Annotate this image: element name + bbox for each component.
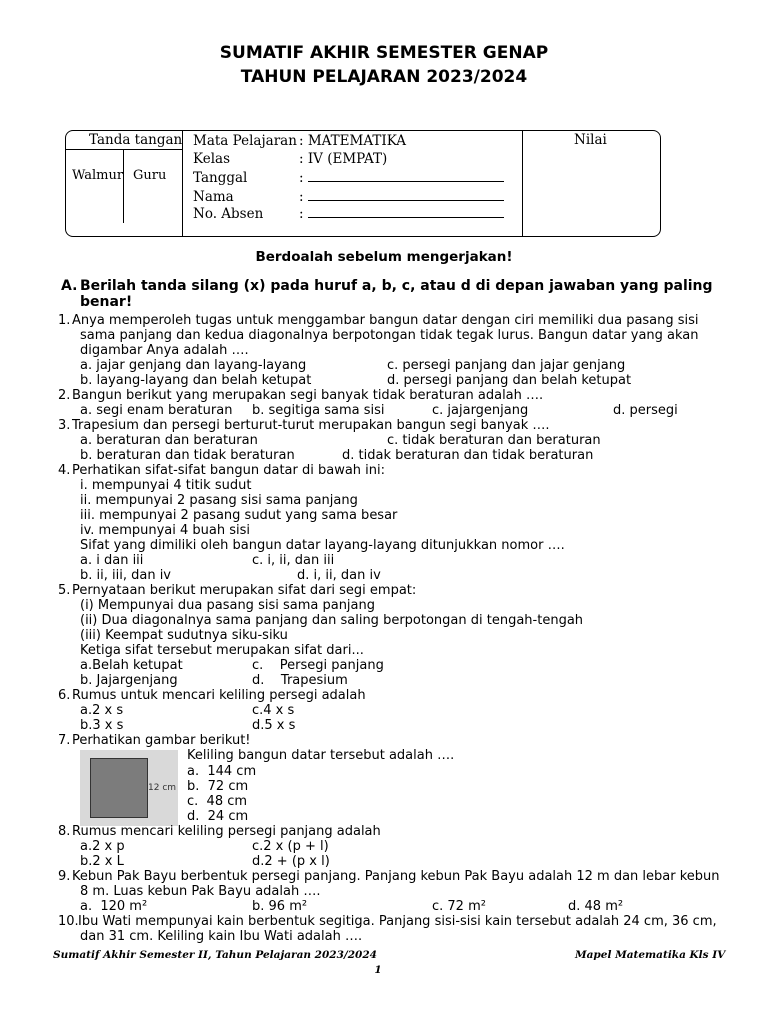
answer-option[interactable]: a. 144 cm [187,764,257,779]
absen-label: No. Absen [193,206,264,222]
question-text: dan 31 cm. Keliling kain Ibu Wati adalah …. [80,929,363,944]
answer-option[interactable]: d. persegi panjang dan belah ketupat [387,373,632,388]
prayer-text: Berdoalah sebelum mengerjakan! [255,249,513,265]
q-number: 3. [58,418,71,433]
question-text: Perhatikan sifat-sifat bangun datar di bawah ini: [72,463,386,478]
subject-label: Mata Pelajaran [193,133,297,149]
absen-field[interactable]: : [299,206,504,222]
date-field[interactable]: : [299,170,504,186]
answer-option[interactable]: b. segitiga sama sisi [252,403,385,418]
section-instruction: Berilah tanda silang (x) pada huruf a, b, c, atau d di depan jawaban yang paling [80,278,713,294]
question-text: 8 m. Luas kebun Pak Bayu adalah …. [80,884,321,899]
q-number: 4. [58,463,71,478]
question-text: Sifat yang dimiliki oleh bangun datar layang-layang ditunjukkan nomor …. [80,538,565,553]
footer-right: Mapel Matematika Kls IV [575,949,726,961]
name-field[interactable]: : [299,189,504,205]
question-text: Rumus mencari keliling persegi panjang adalah [72,824,381,839]
answer-option[interactable]: c. i, ii, dan iii [252,553,335,568]
q-number: 9. [58,869,71,884]
answer-option[interactable]: a. segi enam beraturan [80,403,233,418]
section-letter: A. [61,278,78,294]
statement: (i) Mempunyai dua pasang sisi sama panjang [80,598,376,613]
answer-option[interactable]: c. 48 cm [187,794,248,809]
answer-option[interactable]: d. 48 m² [568,899,624,914]
q-number: 6. [58,688,71,703]
statement: (ii) Dua diagonalnya sama panjang dan saling berpotongan di tengah-tengah [80,613,584,628]
square-figure [80,750,178,826]
answer-option[interactable]: d. tidak beraturan dan tidak beraturan [342,448,594,463]
answer-option[interactable]: d. i, ii, dan iv [297,568,381,583]
answer-option[interactable]: c. 72 m² [432,899,486,914]
nilai-label: Nilai [574,132,607,148]
statement: ii. mempunyai 2 pasang sisi sama panjang [80,493,358,508]
answer-option[interactable]: d. persegi [613,403,678,418]
answer-option[interactable]: b.2 x L [80,854,124,869]
answer-option[interactable]: c. jajargenjang [432,403,529,418]
answer-option[interactable]: a.2 x s [80,703,124,718]
square-shape [90,758,148,818]
page-number: 1 [374,964,382,976]
q-number: 1. [58,313,71,328]
answer-option[interactable]: b. layang-layang dan belah ketupat [80,373,312,388]
question-text: Bangun berikut yang merupakan segi banyak tidak beraturan adalah …. [72,388,544,403]
question-text: digambar Anya adalah …. [80,343,249,358]
answer-option[interactable]: c. Persegi panjang [252,658,384,673]
answer-option[interactable]: d.2 + (p x l) [252,854,330,869]
answer-option[interactable]: d. 24 cm [187,809,249,824]
answer-option[interactable]: a. jajar genjang dan layang-layang [80,358,307,373]
statement: iii. mempunyai 2 pasang sudut yang sama besar [80,508,398,523]
class-value: : IV (EMPAT) [299,151,388,167]
answer-option[interactable]: c.2 x (p + l) [252,839,329,854]
answer-option[interactable]: a. i dan iii [80,553,144,568]
guru-label: Guru [133,168,167,183]
name-label: Nama [193,189,234,205]
date-label: Tanggal [193,170,248,186]
walmur-label: Walmur [72,168,124,183]
q-number: 7. [58,733,71,748]
question-text: Pernyataan berikut merupakan sifat dari segi empat: [72,583,417,598]
square-side-label: 12 cm [148,783,177,793]
exam-title: SUMATIF AKHIR SEMESTER GENAP [219,43,549,63]
answer-option[interactable]: b. Jajargenjang [80,673,178,688]
q-number: 10. [58,914,79,929]
answer-option[interactable]: b. 96 m² [252,899,308,914]
q-number: 2. [58,388,71,403]
question-text: Kebun Pak Bayu berbentuk persegi panjang. Panjang kebun Pak Bayu adalah 12 m dan lebar kebun [72,869,720,884]
answer-option[interactable]: a.Belah ketupat [80,658,183,673]
answer-option[interactable]: b.3 x s [80,718,124,733]
answer-option[interactable]: c. persegi panjang dan jajar genjang [387,358,626,373]
statement: (iii) Keempat sudutnya siku-siku [80,628,288,643]
question-text: Rumus untuk mencari keliling persegi adalah [72,688,366,703]
subject-value: : MATEMATIKA [299,133,406,149]
question-text: Trapesium dan persegi berturut-turut merupakan bangun segi banyak …. [72,418,550,433]
answer-option[interactable]: a. beraturan dan beraturan [80,433,258,448]
exam-year: TAHUN PELAJARAN 2023/2024 [240,67,528,87]
question-text: sama panjang dan kedua diagonalnya berpotongan tidak tegak lurus. Bangun datar yang akan [80,328,699,343]
answer-option[interactable]: b. 72 cm [187,779,249,794]
question-text: Ibu Wati mempunyai kain berbentuk segitiga. Panjang sisi-sisi kain tersebut adalah 24 cm, 36 cm, [78,914,717,929]
statement: i. mempunyai 4 titik sudut [80,478,252,493]
question-text: Keliling bangun datar tersebut adalah …. [187,748,455,763]
answer-option[interactable]: c.4 x s [252,703,295,718]
class-label: Kelas [193,151,231,167]
question-text: Anya memperoleh tugas untuk menggambar bangun datar dengan ciri memiliki dua pasang sisi [72,313,699,328]
q-number: 5. [58,583,71,598]
answer-option[interactable]: c. tidak beraturan dan beraturan [387,433,601,448]
question-text: Perhatikan gambar berikut! [72,733,251,748]
statement: iv. mempunyai 4 buah sisi [80,523,251,538]
q-number: 8. [58,824,71,839]
answer-option[interactable]: a. 120 m² [80,899,148,914]
answer-option[interactable]: b. beraturan dan tidak beraturan [80,448,295,463]
footer-left: Sumatif Akhir Semester II, Tahun Pelajaran 2023/2024 [53,949,377,961]
answer-option[interactable]: d.5 x s [252,718,296,733]
question-text: Ketiga sifat tersebut merupakan sifat dari... [80,643,364,658]
signature-label: Tanda tangan [89,132,183,148]
answer-option[interactable]: d. Trapesium [252,673,348,688]
answer-option[interactable]: b. ii, iii, dan iv [80,568,171,583]
section-instruction-2: benar! [80,294,133,310]
answer-option[interactable]: a.2 x p [80,839,125,854]
